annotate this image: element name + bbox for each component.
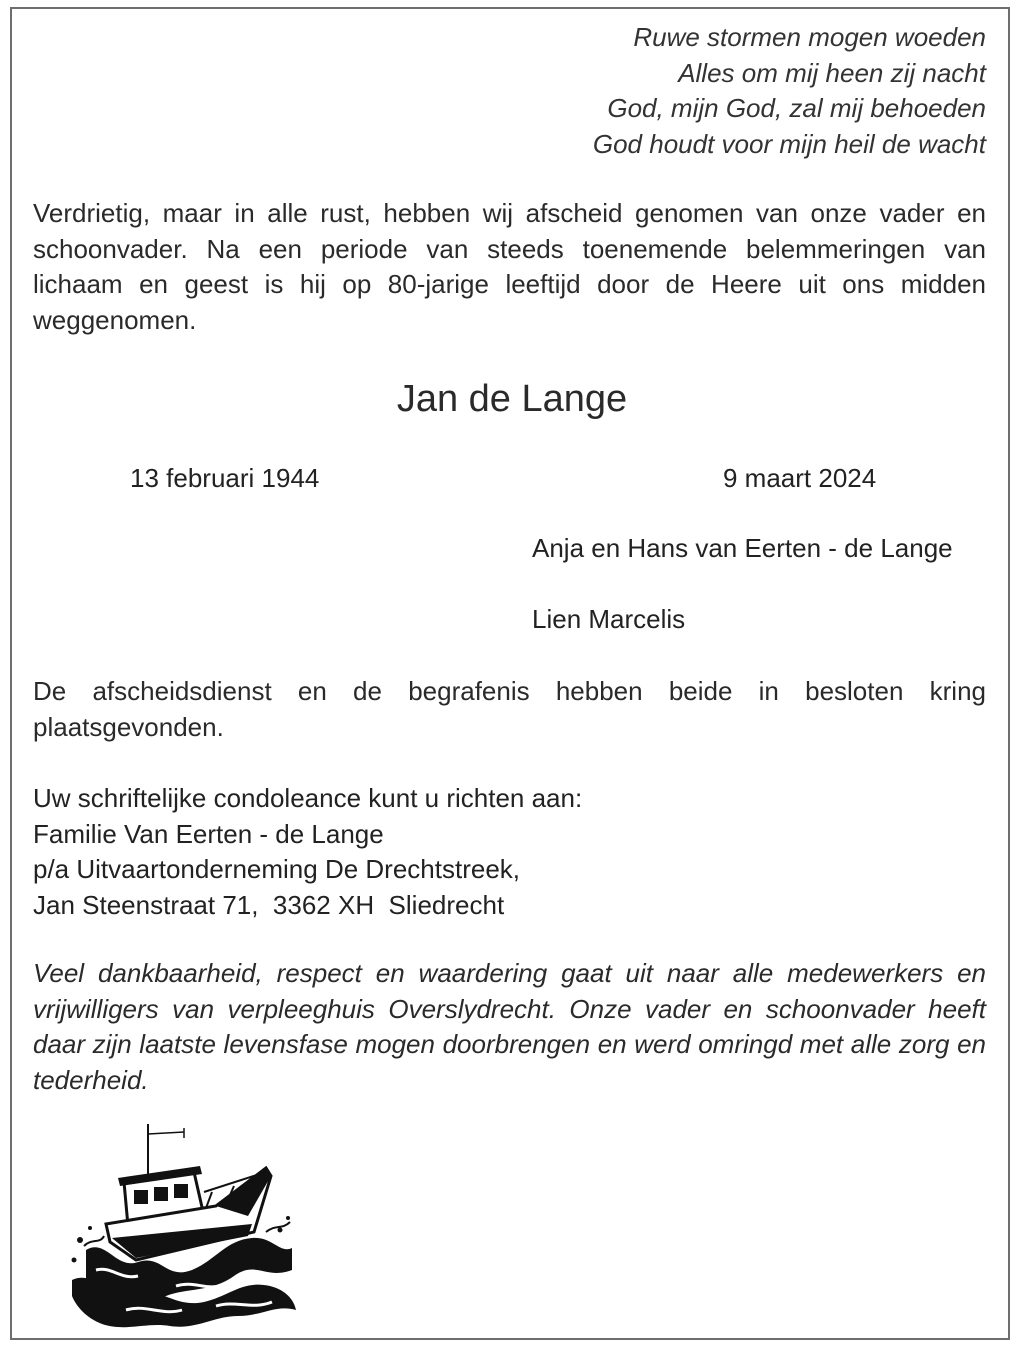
service-note: De afscheidsdienst en de begrafenis hebben beide in besloten kring plaatsgevonden.: [33, 676, 986, 742]
deceased-name: Jan de Lange: [396, 378, 628, 420]
birth-date: 13 februari 1944: [130, 463, 320, 493]
gratitude-text: Veel dankbaarheid, respect en waardering gaat uit naar alle medewerkers en vrijwilligers van verpleeghuis Overslydrecht. Onze vader en schoonvader heeft daar zijn laatste levensfase mogen doorbrengen en werd omringd met alle zorg en tederheid.: [33, 958, 986, 1095]
death-date: 9 maart 2024: [723, 463, 877, 493]
boat-on-waves-icon: [66, 1120, 300, 1334]
family-member: Lien Marcelis: [532, 604, 686, 634]
condolence-intro: Uw schriftelijke condoleance kunt u richten aan:: [33, 783, 583, 813]
condolence-street: Jan Steenstraat 71, 3362 XH Sliedrecht: [33, 889, 505, 920]
condolence-recipient: Familie Van Eerten - de Lange: [33, 818, 384, 849]
poem-line: Alles om mij heen zij nacht: [678, 57, 986, 88]
condolence-address: [33, 781, 582, 923]
poem-line: God, mijn God, zal mij behoeden: [607, 93, 986, 123]
poem-line: Ruwe stormen mogen woeden: [633, 22, 986, 52]
condolence-care-of: p/a Uitvaartonderneming De Drechtstreek,: [33, 854, 521, 884]
poem-line: God houdt voor mijn heil de wacht: [592, 128, 986, 159]
poem: [593, 20, 986, 162]
announcement-text: Verdrietig, maar in alle rust, hebben wij afscheid genomen van onze vader en schoonvader. Na een periode van steeds toenemende belemmeringen van lichaam en geest is hij op 80-jarige leeftijd door de Heere uit ons midden weggenomen.: [33, 198, 986, 335]
family-member: Anja en Hans van Eerten - de Lange: [532, 533, 953, 563]
